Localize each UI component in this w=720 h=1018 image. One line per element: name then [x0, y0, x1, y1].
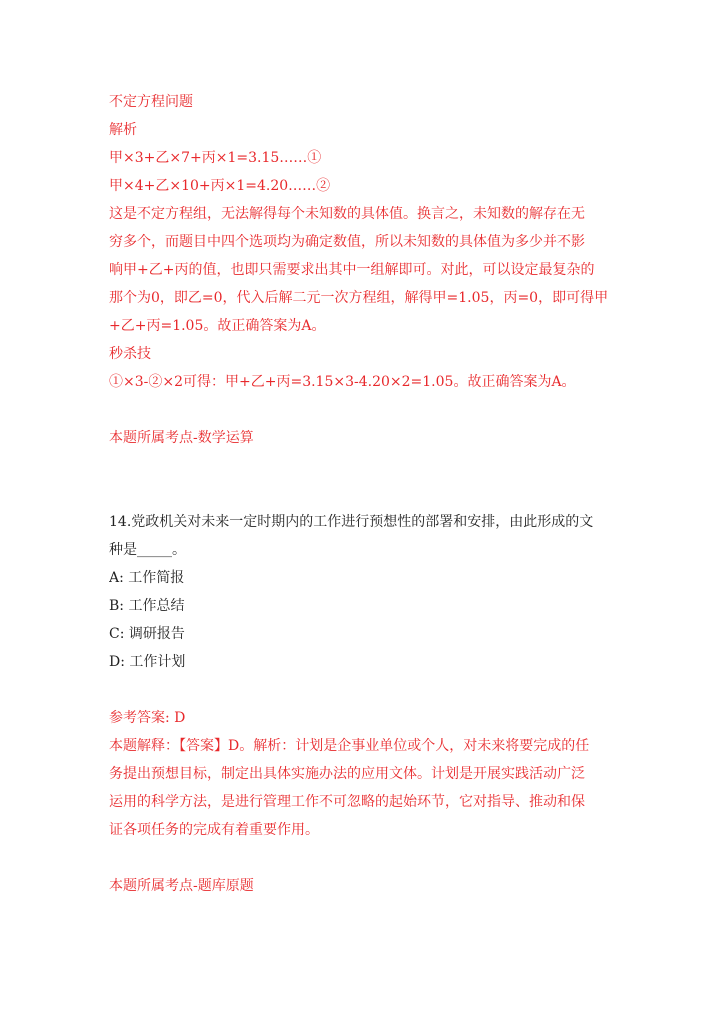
explanation-line: 这是不定方程组，无法解得每个未知数的具体值。换言之，未知数的解存在无 — [109, 206, 585, 222]
equation-1: 甲×3+乙×7+丙×1=3.15……① — [109, 150, 322, 166]
equation-2: 甲×4+乙×10+丙×1=4.20……② — [109, 178, 331, 194]
topic-label: 本题所属考点-题库原题 — [109, 878, 254, 894]
explanation-line: +乙+丙=1.05。故正确答案为A。 — [109, 318, 326, 334]
answer-explanation-line: 证各项任务的完成有着重要作用。 — [109, 822, 319, 838]
topic-label: 本题所属考点-数学运算 — [109, 430, 254, 446]
explanation-line: 响甲+乙+丙的值，也即只需要求出其中一组解即可。对此，可以设定最复杂的 — [109, 262, 595, 278]
answer-explanation-line: 务提出预想目标，制定出具体实施办法的应用文体。计划是开展实践活动广泛 — [109, 766, 585, 782]
question-stem-line: 种是_____。 — [109, 542, 186, 558]
answer-explanation-line: 本题解释：【答案】D。解析：计划是企事业单位或个人，对未来将要完成的任 — [109, 738, 590, 754]
option-d: D: 工作计划 — [109, 654, 186, 670]
question-stem-line: 14.党政机关对未来一定时期内的工作进行预想性的部署和安排，由此形成的文 — [109, 514, 594, 530]
option-a: A: 工作简报 — [109, 570, 185, 586]
explanation-line: 穷多个，而题目中四个选项均为确定数值，所以未知数的具体值为多少并不影 — [109, 234, 585, 250]
shortcut-text: ①×3-②×2可得：甲+乙+丙=3.15×3-4.20×2=1.05。故正确答案为A。 — [109, 374, 576, 390]
reference-answer: 参考答案: D — [109, 710, 186, 726]
option-b: B: 工作总结 — [109, 598, 185, 614]
explanation-line: 那个为0，即乙=0，代入后解二元一次方程组，解得甲=1.05，丙=0，即可得甲 — [109, 290, 609, 306]
analysis-label: 解析 — [109, 122, 137, 138]
option-c: C: 调研报告 — [109, 626, 185, 642]
shortcut-label: 秒杀技 — [109, 346, 151, 362]
section-heading: 不定方程问题 — [109, 94, 193, 110]
answer-explanation-line: 运用的科学方法，是进行管理工作不可忽略的起始环节，它对指导、推动和保 — [109, 794, 585, 810]
